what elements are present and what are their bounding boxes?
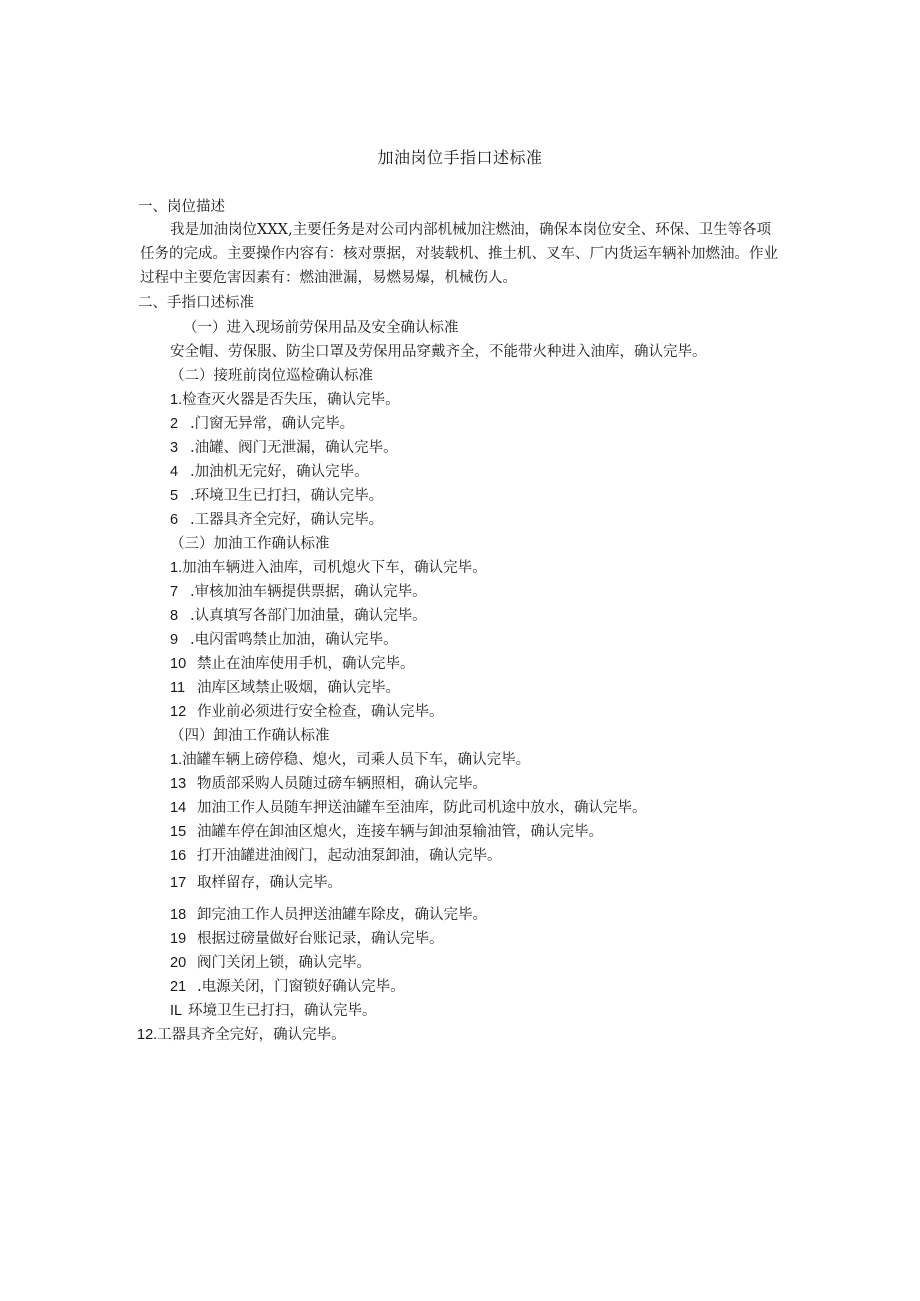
list-item	[170, 822, 603, 842]
list-item-text: 加油工作人员随车押送油罐车至油库，防此司机途中放水，确认完毕。	[197, 800, 647, 816]
list-item-text: 根据过磅量做好台账记录，确认完毕。	[197, 931, 444, 947]
ppe-text: 安全帽、劳保服、防尘口罩及劳保用品穿戴齐全，不能带火种进入油库，确认完毕。	[170, 344, 707, 360]
subsection-heading-refuel: （三）加油工作确认标准	[170, 536, 330, 552]
list-item-number: 15	[170, 824, 187, 840]
subsection-heading-unload: （四）卸油工作确认标准	[170, 728, 330, 744]
list-item	[170, 977, 405, 997]
list-item-text: .工器具齐全完好，确认完毕。	[190, 512, 384, 528]
list-item-text: 油罐车辆上磅停稳、熄火，司乘人员下车，确认完毕。	[182, 752, 531, 768]
list-item	[170, 606, 427, 626]
list-item	[170, 414, 354, 434]
list-item-text: 油库区域禁止吸烟，确认完毕。	[197, 680, 400, 696]
page-title: 加油岗位手指口述标准	[377, 148, 543, 167]
list-item	[137, 1025, 346, 1045]
list-item-text: 打开油罐进油阀门，起动油泵卸油，确认完毕。	[197, 848, 502, 864]
list-item-text: 禁止在油库使用手机，确认完毕。	[197, 656, 415, 672]
list-item-text: .加油机无完好，确认完毕。	[190, 464, 369, 480]
list-item-text: .审核加油车辆提供票据，确认完毕。	[190, 584, 427, 600]
job-description-paragraph	[140, 218, 780, 290]
list-item	[170, 678, 400, 698]
list-item-number: 10	[170, 656, 187, 672]
list-item	[170, 929, 444, 949]
list-item-text: .环境卫生已打扫，确认完毕。	[190, 488, 384, 504]
list-item	[170, 486, 383, 506]
list-item	[170, 582, 427, 602]
list-item	[170, 558, 487, 578]
subsection-heading-patrol: （二）接班前岗位巡检确认标准	[170, 368, 373, 384]
list-item-number: 5	[170, 488, 179, 504]
list-item-number: 17	[170, 875, 187, 891]
list-item-number: 12.	[137, 1027, 158, 1043]
list-item	[170, 702, 444, 722]
list-item-text: .电源关闭，门窗锁好确认完毕。	[197, 979, 405, 995]
list-item-number: 12	[170, 704, 187, 720]
list-item-number: 9	[170, 632, 179, 648]
list-item	[170, 630, 398, 650]
list-item-text: .油罐、阀门无泄漏，确认完毕。	[190, 440, 398, 456]
list-item-text: 物质部采购人员随过磅车辆照相，确认完毕。	[197, 776, 487, 792]
list-item-number: 1.	[170, 752, 183, 768]
list-item-number: 2	[170, 416, 179, 432]
job-description-text: 我是加油岗位XXX,主要任务是对公司内部机械加注燃油，确保本岗位安全、环保、卫生等各项任务的完成。主要操作内容有：核对票据，对装载机、推土机、叉车、厂内货运车辆补加燃油。作业过程中主要危害因素有：燃油泄漏，易燃易爆，机械伤人。	[140, 222, 778, 286]
list-item	[170, 846, 502, 866]
list-item-number: 11	[170, 680, 186, 696]
list-item	[170, 953, 371, 973]
list-item-number: 19	[170, 931, 187, 947]
list-item	[170, 905, 487, 925]
list-item-number: 1.	[170, 392, 183, 408]
section-heading-standard: 二、手指口述标准	[138, 295, 254, 311]
list-item	[170, 510, 383, 530]
list-item	[170, 654, 415, 674]
list-item-text: 卸完油工作人员押送油罐车除皮，确认完毕。	[197, 907, 487, 923]
list-item-text: 取样留存，确认完毕。	[197, 875, 342, 891]
list-item	[170, 798, 647, 818]
list-item	[170, 873, 342, 893]
list-item-number: 7	[170, 584, 179, 600]
list-item-number: IL	[170, 1003, 183, 1019]
list-item-text: 油罐车停在卸油区熄火，连接车辆与卸油泵输油管，确认完毕。	[197, 824, 603, 840]
list-item-number: 8	[170, 608, 179, 624]
subsection-heading-ppe: （一）进入现场前劳保用品及安全确认标准	[183, 320, 459, 336]
list-item-number: 16	[170, 848, 187, 864]
list-item-number: 1.	[170, 560, 183, 576]
list-item	[170, 390, 400, 410]
list-item	[170, 1001, 377, 1021]
list-item-text: 作业前必须进行安全检查，确认完毕。	[197, 704, 444, 720]
list-item-number: 4	[170, 464, 179, 480]
list-item	[170, 774, 487, 794]
list-item	[170, 750, 530, 770]
list-item	[170, 438, 398, 458]
list-item-text: 加油车辆进入油库，司机熄火下车，确认完毕。	[182, 560, 487, 576]
list-item-text: 检查灭火器是否失压，确认完毕。	[182, 392, 400, 408]
list-item-text: .认真填写各部门加油量，确认完毕。	[190, 608, 427, 624]
list-item-number: 3	[170, 440, 179, 456]
list-item-text: .电闪雷鸣禁止加油，确认完毕。	[190, 632, 398, 648]
list-item-text: 环境卫生已打扫，确认完毕。	[188, 1003, 377, 1019]
list-item-text: .门窗无异常，确认完毕。	[190, 416, 355, 432]
list-item	[170, 462, 369, 482]
section-heading-job-description: 一、岗位描述	[138, 199, 225, 215]
list-item-number: 20	[170, 955, 187, 971]
list-item-number: 18	[170, 907, 187, 923]
list-item-number: 13	[170, 776, 187, 792]
list-item-text: 工器具齐全完好，确认完毕。	[157, 1027, 346, 1043]
list-item-number: 6	[170, 512, 179, 528]
list-item-number: 14	[170, 800, 187, 816]
list-item-number: 21	[170, 979, 187, 995]
list-item-text: 阀门关闭上锁，确认完毕。	[197, 955, 371, 971]
